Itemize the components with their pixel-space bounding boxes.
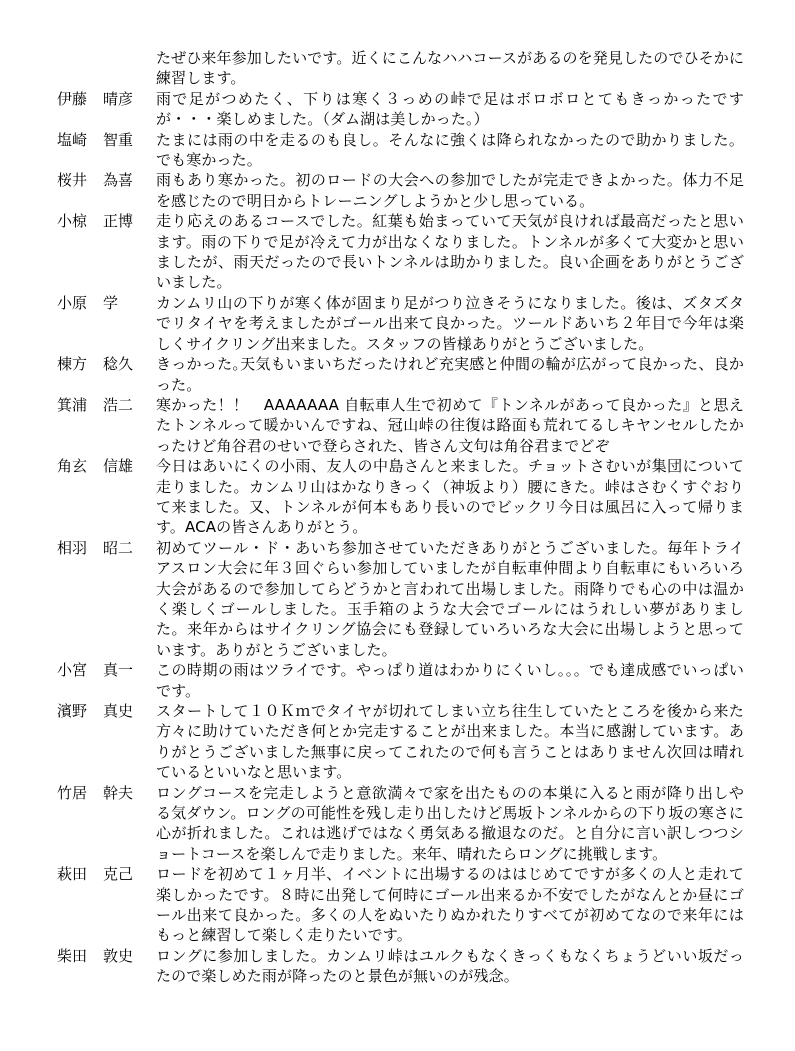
participant-comment: ロードを初めて１ヶ月半、イベントに出場するのははじめてですが多くの人と走れて楽しかったです。８時に出発して何時にゴール出来るか不安でしたがなんとか昼にゴール出来て良かった。多くの人をぬいたりぬかれたりすべてが初めてなので来年にはもっと練習して楽しく走りたいです。 [156, 865, 744, 945]
participant-name [0, 354, 156, 374]
comment-entry [0, 660, 795, 701]
participant-name [0, 456, 156, 476]
comment-entry [0, 293, 795, 354]
participant-surname: 相羽 [57, 538, 88, 557]
participant-surname: 箕浦 [57, 395, 88, 414]
participant-given-name: 晴彦 [103, 89, 134, 108]
comment-entry [0, 395, 795, 456]
participant-name [0, 48, 156, 68]
comment-entry [0, 783, 795, 865]
comment-entry [0, 354, 795, 395]
participant-given-name: 智重 [103, 130, 134, 149]
participant-name [0, 660, 156, 680]
participant-comment: 今日はあいにくの小雨、友人の中島さんと来ました。チョットさむいが集団について走りました。カンムリ山はかなりきっく（神坂より）腰にきた。峠はさむくすぐおりて来ました。又、トンネルが何本もあり長いのでビックリ今日は風呂に入って帰ります。ACAの皆さんありがとう。 [156, 457, 744, 537]
participant-comment: ロングに参加しました。カンムリ峠はユルクもなくきっくもなくちょうどいい坂だったので楽しめた雨が降ったのと景色が無いのが残念。 [156, 946, 744, 986]
participant-surname: 桜井 [57, 171, 88, 190]
participant-given-name: 幹夫 [103, 783, 134, 802]
participant-surname: 棟方 [57, 355, 88, 374]
participant-surname: 塩崎 [57, 130, 88, 149]
participant-given-name: 為喜 [103, 171, 134, 190]
participant-surname: 濱野 [57, 702, 88, 720]
participant-given-name: 敦史 [103, 946, 134, 965]
participant-comment: 雨で足がつめたく、下りは寒く３っめの峠で足はボロボロとてもきっかったですが・・・楽しめました。（ダム湖は美しかった。） [156, 89, 744, 129]
participant-surname: 萩田 [57, 865, 88, 884]
participant-name [0, 293, 156, 313]
participant-name [0, 946, 156, 966]
comment-entry [0, 538, 795, 660]
participant-comment: この時期の雨はツライです。やっぱり道はわかりにくいし。。。でも達成感でいっぱいです。 [156, 661, 744, 700]
participant-surname: 小宮 [57, 661, 88, 680]
participant-given-name: 信雄 [103, 457, 134, 476]
participant-name [0, 130, 156, 150]
participant-comment: ロングコースを完走しようと意欲満々で家を出たものの本巣に入ると雨が降り出しやる気ダウン。ロングの可能性を残し走り出したけど馬坂トンネルからの下り坂の寒さに心が折れました。これは逃げではなく勇気ある撤退なのだ。と自分に言い訳しつつショートコースを楽しんで走りました。来年、晴れたらロングに挑戦します。 [156, 783, 744, 863]
participant-comment: 雨もあり寒かった。初のロードの大会への参加でしたが完走できよかった。体力不足を感じたので明日からトレーニングしようかと少し思っている。 [156, 171, 744, 210]
participant-surname: 伊藤 [57, 89, 88, 108]
comment-entry [0, 48, 795, 89]
participant-name [0, 395, 156, 415]
comment-entry [0, 864, 795, 946]
participant-comment: カンムリ山の下りが寒く体が固まり足がつり泣きそうになりました。後は、ズタズタでリタイヤを考えましたがゴール出来て良かった。ツールドあいち２年目で今年は楽しくサイクリング出来ました。スタッフの皆様ありがとうございました。 [156, 293, 744, 353]
comment-entry [0, 946, 795, 987]
participant-comment: きっかった｡天気もいまいちだったけれど充実感と仲間の輪が広がって良かった、良かった。 [156, 355, 744, 394]
participant-comment: たまには雨の中を走るのも良し。そんなに強くは降られなかったので助かりました。でも寒かった。 [156, 130, 744, 170]
participant-name [0, 538, 156, 558]
participant-given-name: 稔久 [103, 355, 134, 374]
comment-entry [0, 170, 795, 211]
comment-entry [0, 456, 795, 538]
participant-name [0, 170, 156, 190]
participant-given-name: 学 [103, 293, 119, 312]
participant-surname: 柴田 [57, 946, 88, 965]
comment-entry [0, 701, 795, 783]
participant-given-name: 真一 [103, 661, 134, 680]
participant-name [0, 783, 156, 803]
participant-surname: 竹居 [57, 783, 88, 802]
participant-name [0, 864, 156, 884]
participant-comment: 寒かった！！ AAAAAAA 自転車人生で初めて『トンネルがあって良かった』と思えたトンネルって暖かいんですね、冠山峠の往復は路面も荒れてるしキヤンセルしたかったけど角谷君のせいで登らされた、皆さん文句は角谷君までどぞ [156, 395, 744, 455]
participant-given-name: 正博 [103, 212, 134, 231]
participant-surname: 角玄 [57, 457, 88, 476]
comment-entry [0, 130, 795, 171]
participant-name [0, 701, 156, 721]
comment-entry [0, 89, 795, 130]
participant-surname: 小椋 [57, 212, 88, 231]
participant-name [0, 211, 156, 231]
participant-given-name: 昭二 [103, 538, 134, 557]
participant-comment: 走り応えのあるコースでした。紅葉も始まっていて天気が良ければ最高だったと思います。雨の下りで足が冷えて力が出なくなりました。トンネルが多くて大変かと思いましたが、雨天だったので長いトンネルは助かりました。良い企画をありがとうございました。 [156, 212, 744, 292]
participant-name [0, 89, 156, 109]
participant-comment: たぜひ来年参加したいです。近くにこんなハハコースがあるのを発見したのでひそかに練習します。 [156, 49, 744, 88]
participant-given-name: 克己 [103, 865, 134, 884]
participant-comment: 初めてツール・ド・あいち参加させていただきありがとうございました。毎年トライアスロン大会に年３回ぐらい参加していましたが自転車仲間より自転車にもいろいろ大会があるので参加してらどうかと言われて出場しました。雨降りでも心の中は温かく楽しくゴールしました。玉手箱のような大会でゴールにはうれしい夢がありました。来年からはサイクリング協会にも登録していろいろな大会に出場しようと思っています。ありがとうございました。 [156, 538, 744, 659]
participant-given-name: 真史 [103, 702, 134, 720]
comment-list [0, 48, 795, 987]
participant-given-name: 浩二 [103, 395, 134, 414]
comment-entry [0, 211, 795, 293]
participant-comment: スタートして１０Ｋｍでタイヤが切れてしまい立ち往生していたところを後から来た方々に助けていただき何とか完走することが出来ました。本当に感謝しています。ありがとうございました無事に戻ってこれたので何も言うことはありません次回は晴れているといいなと思います。 [156, 702, 744, 782]
participant-surname: 小原 [57, 293, 88, 312]
